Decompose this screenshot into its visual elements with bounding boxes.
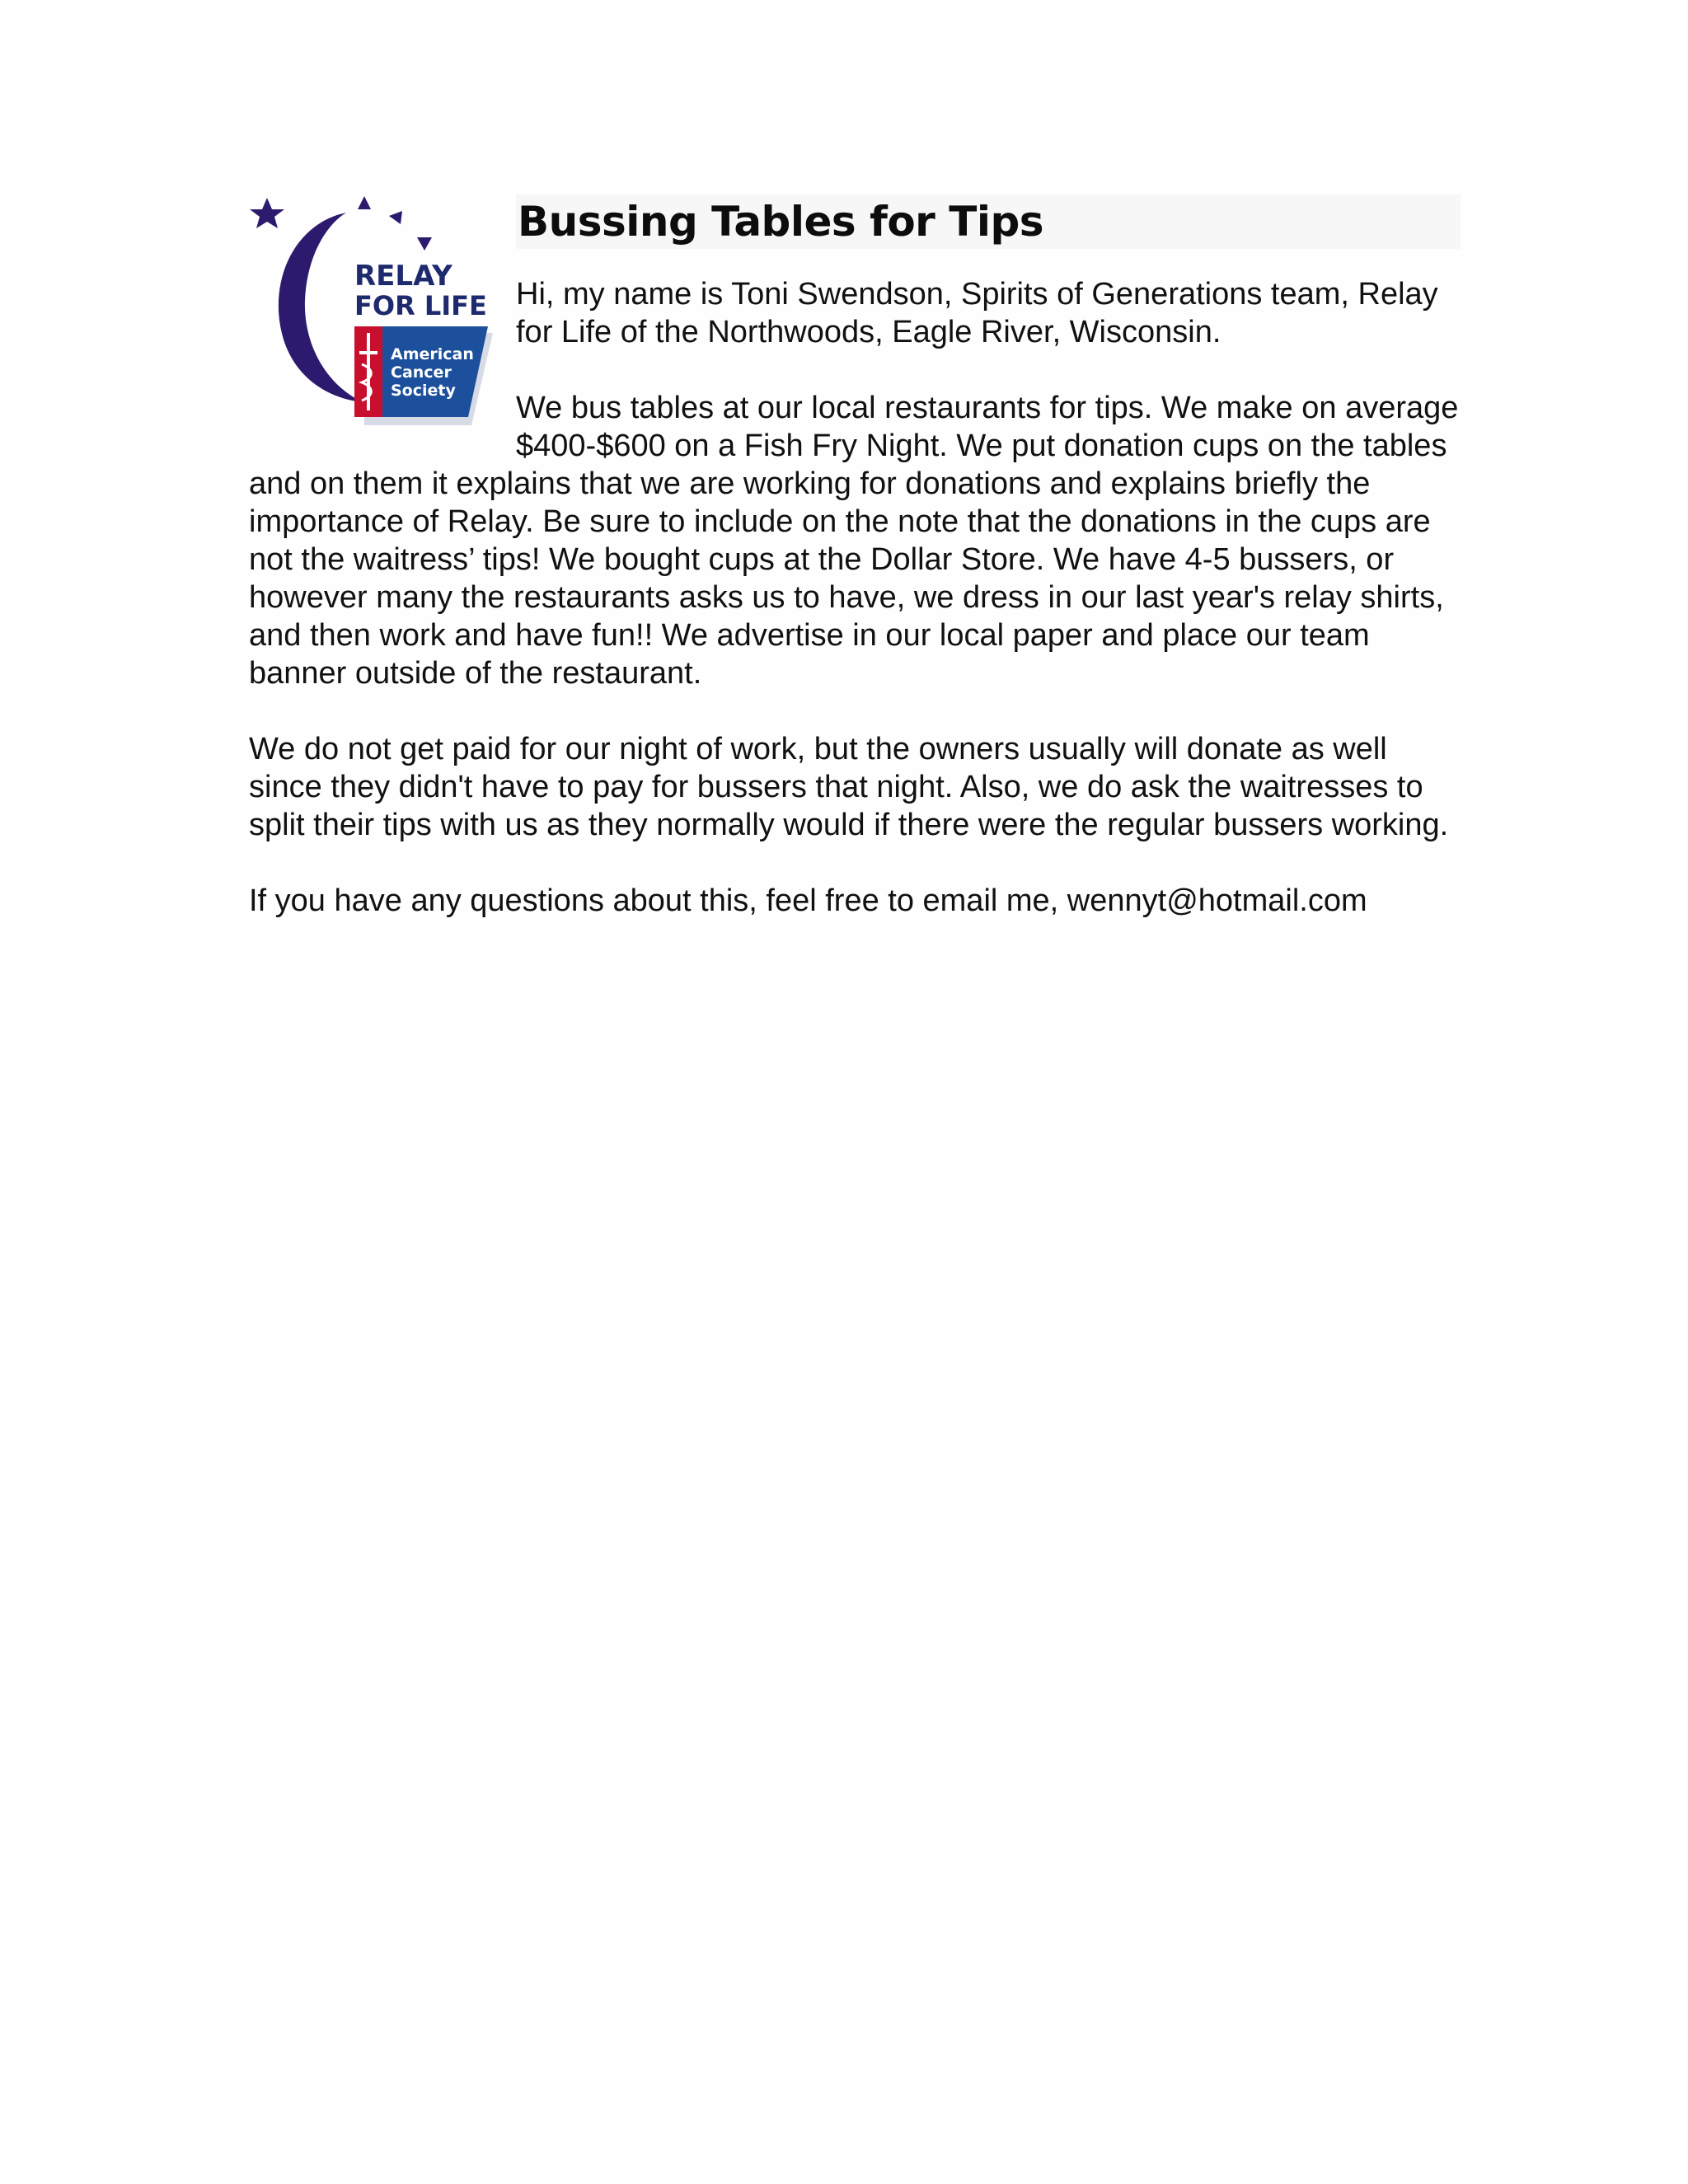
sword-guard <box>359 351 377 354</box>
moon-icon <box>279 213 363 402</box>
acs-line-3: Society <box>391 382 456 400</box>
body-paragraph-1: We bus tables at our local restaurants for tips. We make on average $400-$600 on a Fish Fry Night. We put donation cups on the tables and on them it explains that we are working for donations and explains briefly the importance of Relay. Be sure to include on the note that the donations in the cups are not the waitress’ tips! We bought cups at the Dollar Store. We have 4-5 bussers, or however many the restaurants asks us to have, we dress in our last year's relay shirts, and then work and have fun!! We advertise in our local paper and place our team banner outside of the restaurant. <box>249 391 1459 691</box>
relay-for-life-logo <box>249 194 496 425</box>
document-content <box>249 194 1461 920</box>
contact-paragraph: If you have any questions about this, feel free to email me, wennyt@hotmail.com <box>249 883 1367 918</box>
acs-line-2: Cancer <box>391 363 452 382</box>
for-life-text: FOR LIFE <box>354 290 487 321</box>
triangle-icon <box>358 196 371 209</box>
triangle-icon <box>389 211 402 224</box>
relay-logo-graphic <box>249 194 496 425</box>
star-icon <box>250 198 284 228</box>
relay-text: RELAY <box>354 260 452 293</box>
title-bar <box>516 194 1461 249</box>
body-paragraph-2: We do not get paid for our night of work, but the owners usually will donate as well since they didn't have to pay for bussers that night. Also, we do ask the waitresses to split their tips with us as they normally would if there were the regular bussers working. <box>249 732 1449 842</box>
triangle-icon <box>417 237 432 251</box>
intro-paragraph: Hi, my name is Toni Swendson, Spirits of Generations team, Relay for Life of the Northwoods, Eagle River, Wisconsin. <box>516 277 1438 349</box>
acs-line-1: American <box>391 345 474 363</box>
document-title: Bussing Tables for Tips <box>518 198 1044 246</box>
